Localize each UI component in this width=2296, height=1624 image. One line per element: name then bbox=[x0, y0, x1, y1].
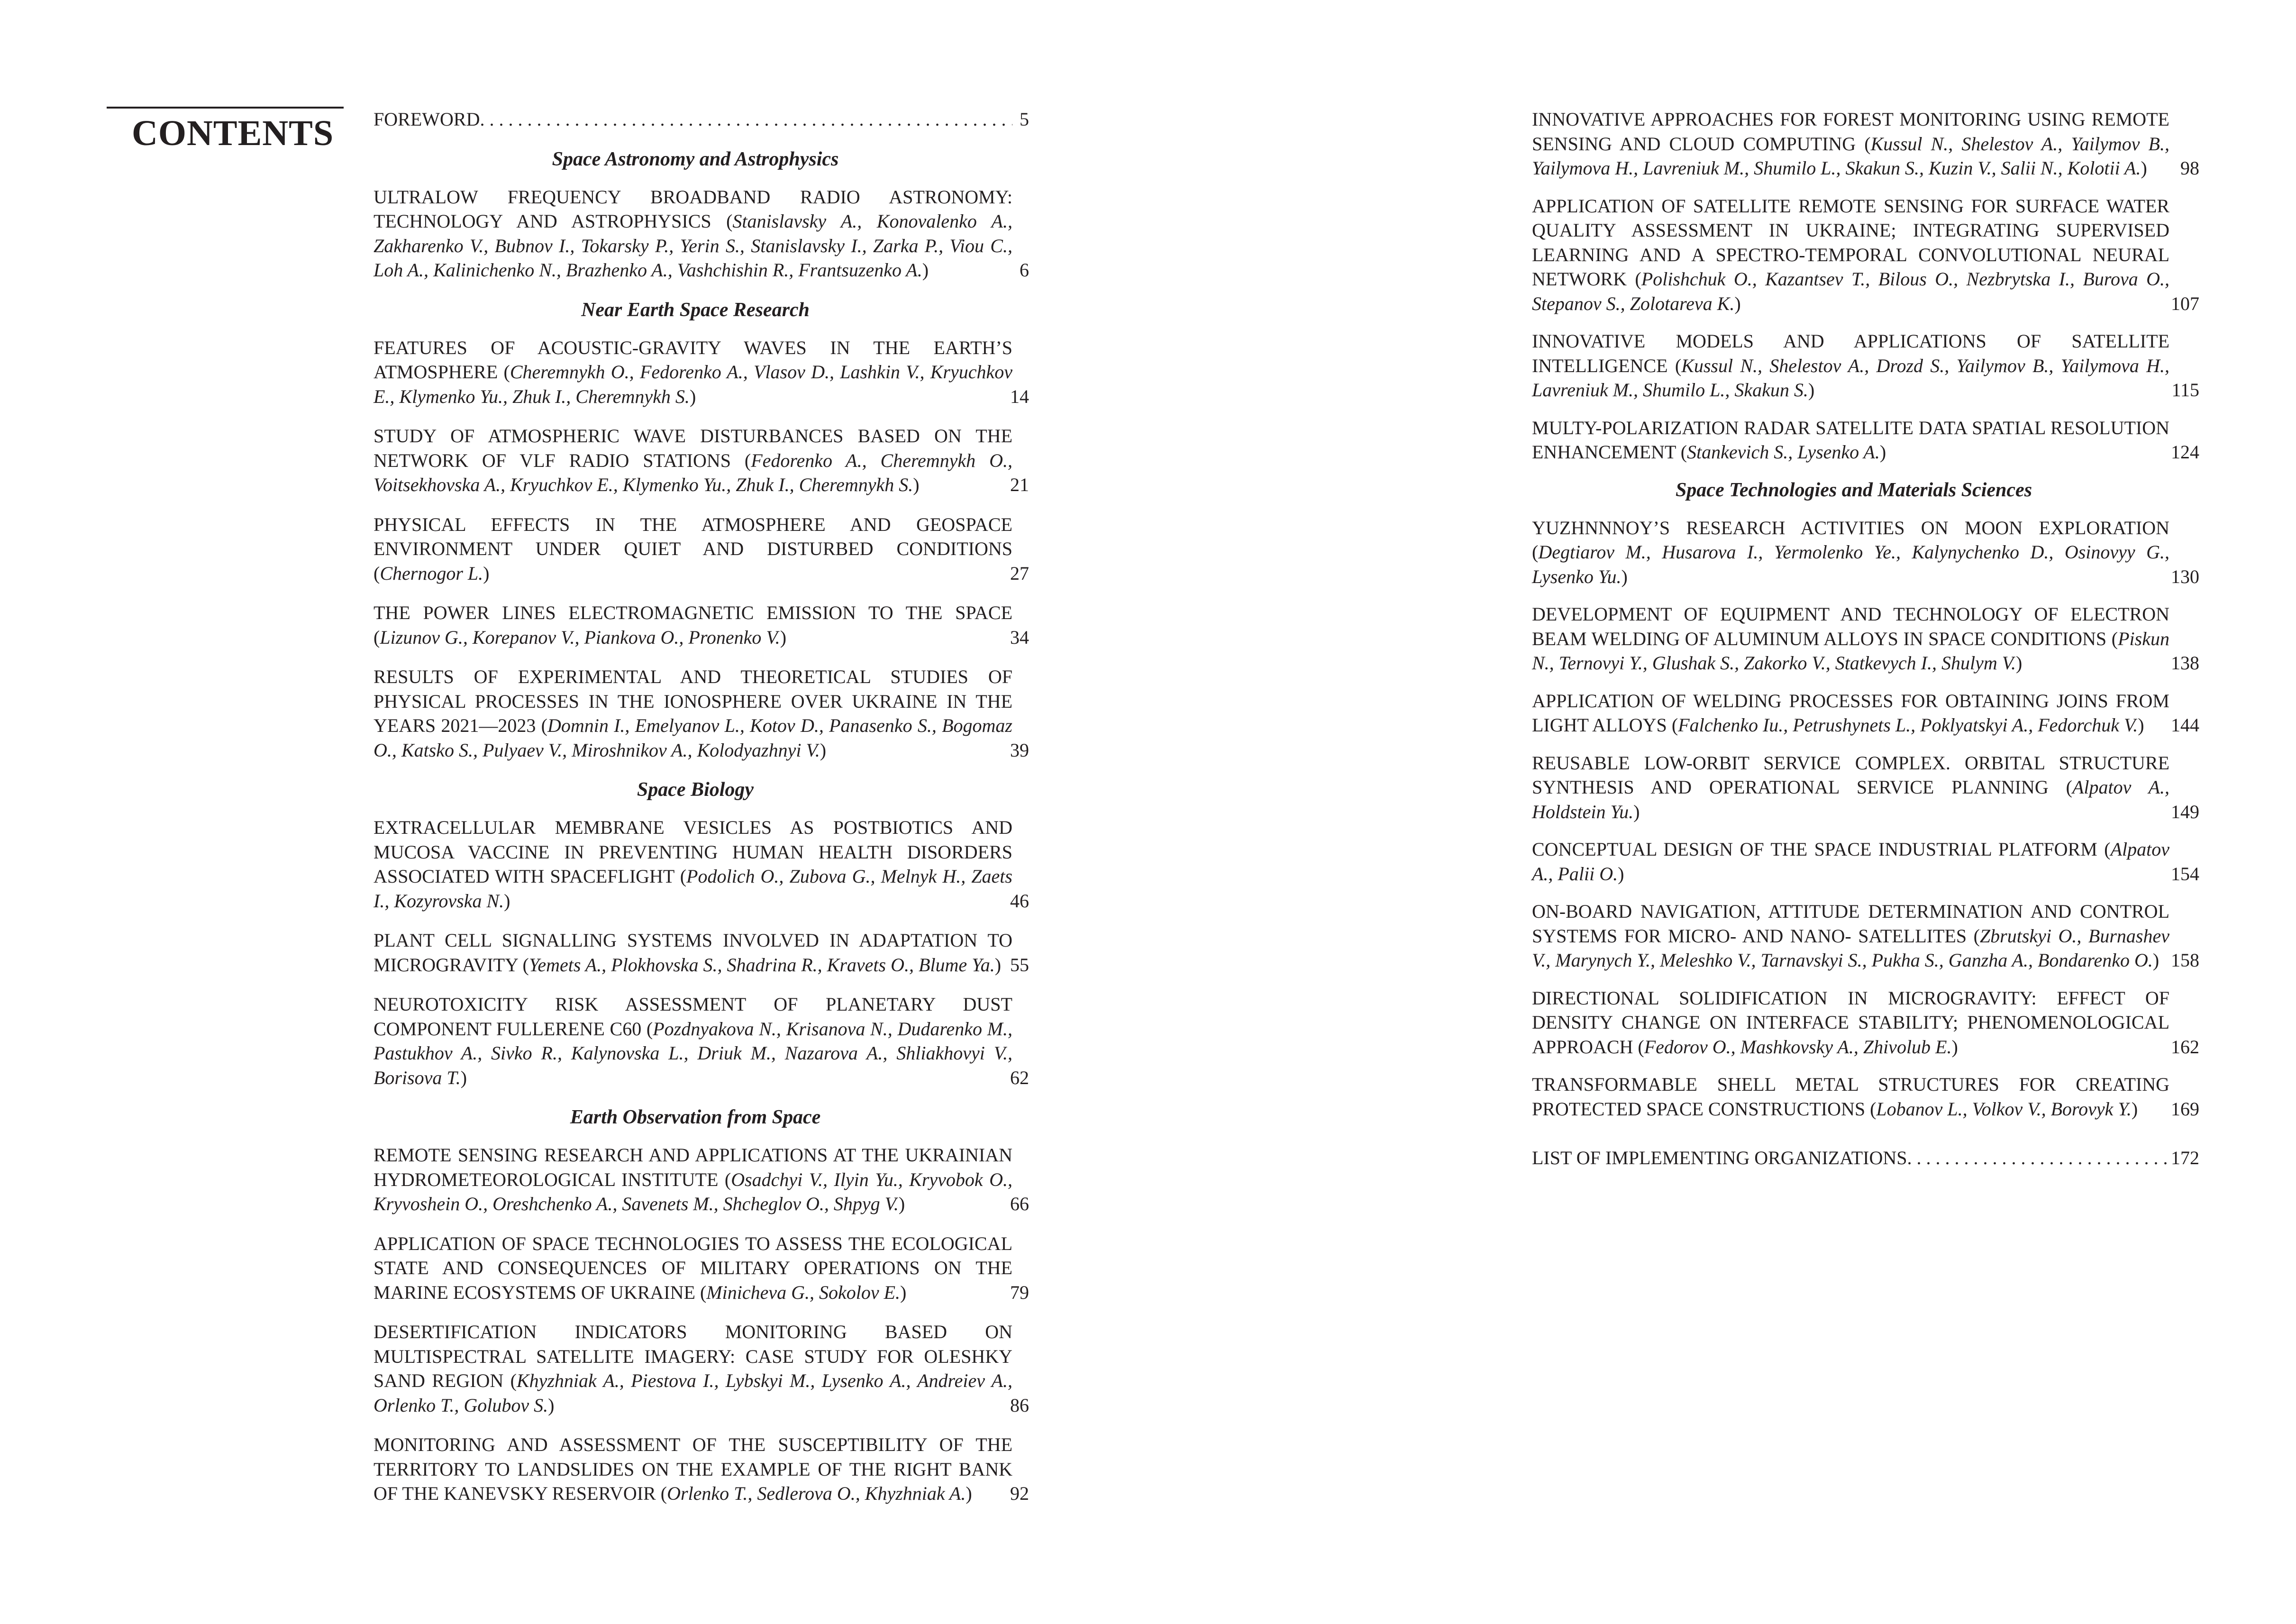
toc-entry[interactable] bbox=[1532, 516, 2296, 589]
entry-authors: Chernogor L. bbox=[380, 562, 483, 584]
toc-entry[interactable] bbox=[1532, 416, 2296, 465]
entry-title: RESULTS OF EXPERIMENTAL AND THEORETICAL STUDIES OF PHYSICAL PROCESSES IN THE IONOSPHERE OVER UKRAINE IN THE YEARS 2021—2023 bbox=[374, 666, 1012, 736]
toc-entry[interactable] bbox=[1532, 602, 2296, 675]
entry-text: INNOVATIVE APPROACHES FOR FOREST MONITORING USING REMOTE SENSING AND CLOUD COMPUTING (Kussul N., Shelestov A., Yailymov B., Yailymova H., Lavreniuk M., Shumilo L., Skakun S., Kuzin V., Salii N., Kolotii A.) bbox=[1532, 109, 2169, 179]
entry-text: APPLICATION OF SATELLITE REMOTE SENSING FOR SURFACE WATER QUALITY ASSESSMENT IN UKRAINE; INTEGRATING SUPERVISED LEARNING AND A SPECTRO-TEMPORAL CONVOLUTIONAL NEURAL NETWORK (Polishchuk O., Kazantsev T., Bilous O., Nezbrytska I., Burova O., Stepanov S., Zolotareva K.) bbox=[1532, 195, 2169, 314]
toc-entry[interactable] bbox=[374, 601, 1058, 649]
page-number: 172 bbox=[2171, 1147, 2199, 1168]
page-number: 154 bbox=[2171, 863, 2199, 885]
entry-authors: Osadchyi V., Ilyin Yu., Kryvobok O., Kryvoshein O., Oreshchenko A., Savenets M., Shcheglov O., Shpyg V. bbox=[374, 1168, 1012, 1214]
entry-text: INNOVATIVE MODELS AND APPLICATIONS OF SATELLITE INTELLIGENCE (Kussul N., Shelestov A., Drozd S., Yailymov B., Yailymova H., Lavreniuk M., Shumilo L., Skakun S.) bbox=[1532, 330, 2169, 401]
entry-text: DIRECTIONAL SOLIDIFICATION IN MICROGRAVITY: EFFECT OF DENSITY CHANGE ON INTERFACE STABILITY; PHENOMENOLOGICAL APPROACH (Fedorov O., Mashkovsky A., Zhivolub E.) bbox=[1532, 987, 2169, 1058]
page-number: 46 bbox=[1010, 890, 1029, 912]
entry-title: INNOVATIVE APPROACHES FOR FOREST MONITORING USING REMOTE SENSING AND CLOUD COMPUTING bbox=[1532, 109, 2169, 155]
entry-text: PHYSICAL EFFECTS IN THE ATMOSPHERE AND GEOSPACE ENVIRONMENT UNDER QUIET AND DISTURBED CONDITIONS (Chernogor L.) bbox=[374, 513, 1012, 584]
entry-authors: Polishchuk O., Kazantsev T., Bilous O., Nezbrytska I., Burova O., Stepanov S., Zolotareva K. bbox=[1532, 268, 2169, 314]
entry-authors: Fedorov O., Mashkovsky A., Zhivolub E. bbox=[1644, 1036, 1952, 1058]
dot-leader bbox=[480, 107, 1012, 132]
right-toc-column bbox=[1532, 107, 2296, 1184]
page-number: 115 bbox=[2171, 379, 2199, 401]
page-number: 27 bbox=[1010, 562, 1029, 584]
entry-authors: Lobanov L., Volkov V., Borovyk Y. bbox=[1876, 1098, 2132, 1120]
page-number: 92 bbox=[1010, 1483, 1029, 1504]
entry-authors: Alpatov A., Palii O. bbox=[1532, 839, 2169, 885]
entry-title: EXTRACELLULAR MEMBRANE VESICLES AS POSTBIOTICS AND MUCOSA VACCINE IN PREVENTING HUMAN HEALTH DISORDERS ASSOCIATED WITH SPACEFLIGHT bbox=[374, 817, 1012, 887]
page-number: 79 bbox=[1010, 1281, 1029, 1303]
section-heading: Space Biology bbox=[637, 779, 754, 801]
entry-title: DIRECTIONAL SOLIDIFICATION IN MICROGRAVITY: EFFECT OF DENSITY CHANGE ON INTERFACE STABILITY; PHENOMENOLOGICAL APPROACH bbox=[1532, 987, 2169, 1058]
page-number: 14 bbox=[1010, 385, 1029, 407]
toc-entry[interactable] bbox=[1532, 837, 2296, 886]
entry-text: YUZHNNNOY’S RESEARCH ACTIVITIES ON MOON EXPLORATION (Degtiarov M., Husarova I., Yermolenko Ye., Kalynychenko D., Osinovyy G., Lysenko Yu.) bbox=[1532, 517, 2169, 587]
entry-title: STUDY OF ATMOSPHERIC WAVE DISTURBANCES BASED ON THE NETWORK OF VLF RADIO STATIONS bbox=[374, 425, 1012, 471]
toc-entry[interactable] bbox=[374, 815, 1058, 913]
contents-rule bbox=[107, 107, 344, 109]
entry-text: MONITORING AND ASSESSMENT OF THE SUSCEPTIBILITY OF THE TERRITORY TO LANDSLIDES ON THE EXAMPLE OF THE RIGHT BANK OF THE KANEVSKY RESERVOIR (Orlenko T., Sedlerova O., Khyzhniak A.) bbox=[374, 1434, 1012, 1504]
toc-entry[interactable] bbox=[374, 1432, 1058, 1506]
toc-entry[interactable] bbox=[374, 665, 1058, 762]
toc-entry[interactable] bbox=[1532, 1146, 2296, 1170]
entry-title: PLANT CELL SIGNALLING SYSTEMS INVOLVED IN ADAPTATION TO MICROGRAVITY bbox=[374, 930, 1012, 976]
entry-text: TRANSFORMABLE SHELL METAL STRUCTURES FOR CREATING PROTECTED SPACE CONSTRUCTIONS (Lobanov L., Volkov V., Borovyk Y.) bbox=[1532, 1074, 2169, 1120]
entry-title: FOREWORD bbox=[374, 109, 480, 130]
entry-text: DESERTIFICATION INDICATORS MONITORING BASED ON MULTISPECTRAL SATELLITE IMAGERY: CASE STUDY FOR OLESHKY SAND REGION (Khyzhniak A., Piestova I., Lybskyi M., Lysenko A., Andreiev A., Orlenko T., Golubov S.) bbox=[374, 1321, 1013, 1416]
entry-title: REUSABLE LOW-ORBIT SERVICE COMPLEX. ORBITAL STRUCTURE SYNTHESIS AND OPERATIONAL SERVICE PLANNING bbox=[1532, 752, 2169, 798]
entry-title: TRANSFORMABLE SHELL METAL STRUCTURES FOR CREATING PROTECTED SPACE CONSTRUCTIONS bbox=[1532, 1074, 2169, 1120]
entry-text: EXTRACELLULAR MEMBRANE VESICLES AS POSTBIOTICS AND MUCOSA VACCINE IN PREVENTING HUMAN HEALTH DISORDERS ASSOCIATED WITH SPACEFLIGHT (Podolich O., Zubova G., Melnyk H., Zaets I., Kozyrovska N.) bbox=[374, 817, 1012, 912]
entry-authors: Pozdnyakova N., Krisanova N., Dudarenko M., Pastukhov A., Sivko R., Kalynovska L., Driuk M., Nazarova A., Shliakhovyi V., Borisova T. bbox=[374, 1018, 1012, 1088]
entry-title: MULTY-POLARIZATION RADAR SATELLITE DATA SPATIAL RESOLUTION ENHANCEMENT bbox=[1532, 417, 2169, 463]
page-number: 169 bbox=[2171, 1098, 2199, 1120]
toc-entry[interactable] bbox=[374, 928, 1058, 977]
contents-heading: CONTENTS bbox=[132, 113, 334, 153]
toc-entry[interactable] bbox=[1532, 329, 2296, 402]
entry-authors: Stankevich S., Lysenko A. bbox=[1687, 441, 1880, 463]
toc-entry[interactable] bbox=[374, 1143, 1058, 1216]
section-heading: Earth Observation from Space bbox=[570, 1106, 821, 1128]
entry-authors: Alpatov A., Holdstein Yu. bbox=[1532, 776, 2169, 822]
entry-authors: Orlenko T., Sedlerova O., Khyzhniak A. bbox=[667, 1483, 966, 1504]
entry-title: THE POWER LINES ELECTROMAGNETIC EMISSION TO THE SPACE bbox=[374, 602, 1012, 623]
page-number: 98 bbox=[2180, 157, 2199, 179]
entry-text: MULTY-POLARIZATION RADAR SATELLITE DATA SPATIAL RESOLUTION ENHANCEMENT (Stankevich S., Lysenko A.) bbox=[1532, 417, 2169, 463]
entry-text: ULTRALOW FREQUENCY BROADBAND RADIO ASTRONOMY: TECHNOLOGY AND ASTROPHYSICS (Stanislavsky A., Konovalenko A., Zakharenko V., Bubnov I., Tokarsky P., Yerin S., Stanislavsky I., Zarka P., Viou C., Loh A., Kalinichenko N., Brazhenko A., Vashchishin R., Frantsuzenko A.) bbox=[374, 186, 1012, 281]
toc-entry[interactable] bbox=[1532, 751, 2296, 824]
toc-entry[interactable] bbox=[374, 992, 1058, 1090]
toc-entry[interactable] bbox=[1532, 689, 2296, 738]
entry-title: ULTRALOW FREQUENCY BROADBAND RADIO ASTRONOMY: TECHNOLOGY AND ASTROPHYSICS bbox=[374, 186, 1012, 232]
toc-entry[interactable] bbox=[374, 1232, 1058, 1305]
entry-authors: Fedorenko A., Cheremnykh O., Voitsekhovska A., Kryuchkov E., Klymenko Yu., Zhuk I., Cheremnykh S. bbox=[374, 449, 1012, 495]
entry-authors: Kussul N., Shelestov A., Drozd S., Yailymov B., Yailymova H., Lavreniuk M., Shumilo L., Skakun S. bbox=[1532, 355, 2169, 401]
page-number: 21 bbox=[1010, 474, 1029, 495]
page-number: 66 bbox=[1010, 1193, 1029, 1214]
page-number: 34 bbox=[1010, 626, 1029, 648]
entry-title: APPLICATION OF SATELLITE REMOTE SENSING FOR SURFACE WATER QUALITY ASSESSMENT IN UKRAINE; INTEGRATING SUPERVISED LEARNING AND A SPECTRO-TEMPORAL CONVOLUTIONAL NEURAL NETWORK bbox=[1532, 195, 2169, 290]
entry-authors: Podolich O., Zubova G., Melnyk H., Zaets I., Kozyrovska N. bbox=[374, 866, 1012, 912]
entry-text: PLANT CELL SIGNALLING SYSTEMS INVOLVED IN ADAPTATION TO MICROGRAVITY (Yemets A., Plokhovska S., Shadrina R., Kravets O., Blume Ya.) bbox=[374, 930, 1012, 976]
page-number: 107 bbox=[2171, 292, 2199, 314]
entry-text: THE POWER LINES ELECTROMAGNETIC EMISSION TO THE SPACE (Lizunov G., Korepanov V., Piankova O., Pronenko V.) bbox=[374, 602, 1012, 648]
page-number: 55 bbox=[1010, 954, 1029, 976]
entry-title: APPLICATION OF WELDING PROCESSES FOR OBTAINING JOINS FROM LIGHT ALLOYS bbox=[1532, 690, 2169, 736]
entry-text: FEATURES OF ACOUSTIC-GRAVITY WAVES IN THE EARTH’S ATMOSPHERE (Cheremnykh O., Fedorenko A., Vlasov D., Lashkin V., Kryuchkov E., Klymenko Yu., Zhuk I., Cheremnykh S.) bbox=[374, 337, 1012, 407]
entry-authors: Kussul N., Shelestov A., Yailymov B., Yailymova H., Lavreniuk M., Shumilo L., Skakun S., Kuzin V., Salii N., Kolotii A. bbox=[1532, 133, 2169, 179]
page-number: 138 bbox=[2171, 652, 2199, 674]
toc-entry[interactable] bbox=[1532, 194, 2296, 316]
page-number: 144 bbox=[2171, 714, 2199, 736]
entry-title: FEATURES OF ACOUSTIC-GRAVITY WAVES IN THE EARTH’S ATMOSPHERE bbox=[374, 337, 1012, 383]
page-number: 158 bbox=[2171, 949, 2199, 971]
entry-text: REMOTE SENSING RESEARCH AND APPLICATIONS AT THE UKRAINIAN HYDROMETEOROLOGICAL INSTITUTE (Osadchyi V., Ilyin Yu., Kryvobok O., Kryvoshein O., Oreshchenko A., Savenets M., Shcheglov O., Shpyg V.) bbox=[374, 1144, 1012, 1214]
entry-text: DEVELOPMENT OF EQUIPMENT AND TECHNOLOGY OF ELECTRON BEAM WELDING OF ALUMINUM ALLOYS IN SPACE CONDITIONS (Piskun N., Ternovyi Y., Glushak S., Zakorko V., Statkevych I., Shulym V.) bbox=[1532, 603, 2169, 674]
page-number: 6 bbox=[1020, 259, 1029, 281]
section-heading: Near Earth Space Research bbox=[581, 299, 810, 321]
entry-authors: Khyzhniak A., Piestova I., Lybskyi M., Lysenko A., Andreiev A., Orlenko T., Golubov S. bbox=[374, 1370, 1013, 1416]
spacer bbox=[1532, 1134, 2296, 1146]
page-number: 86 bbox=[1010, 1394, 1029, 1416]
toc-entry[interactable] bbox=[374, 336, 1058, 409]
entry-title: APPLICATION OF SPACE TECHNOLOGIES TO ASSESS THE ECOLOGICAL STATE AND CONSEQUENCES OF MILITARY OPERATIONS ON THE MARINE ECOSYSTEMS OF UKRAINE bbox=[374, 1232, 1012, 1303]
section-heading: Space Astronomy and Astrophysics bbox=[552, 148, 839, 170]
entry-text: REUSABLE LOW-ORBIT SERVICE COMPLEX. ORBITAL STRUCTURE SYNTHESIS AND OPERATIONAL SERVICE PLANNING (Alpatov A., Holdstein Yu.) bbox=[1532, 752, 2169, 822]
entry-title: YUZHNNNOY’S RESEARCH ACTIVITIES ON MOON EXPLORATION bbox=[1532, 517, 2169, 538]
entry-text: CONCEPTUAL DESIGN OF THE SPACE INDUSTRIAL PLATFORM (Alpatov A., Palii O.) bbox=[1532, 839, 2169, 885]
entry-authors: Minicheva G., Sokolov E. bbox=[706, 1281, 901, 1303]
entry-title: CONCEPTUAL DESIGN OF THE SPACE INDUSTRIAL PLATFORM bbox=[1532, 839, 2097, 860]
dot-leader bbox=[1907, 1146, 2169, 1170]
entry-title: NEUROTOXICITY RISK ASSESSMENT OF PLANETARY DUST COMPONENT FULLERENE C60 bbox=[374, 994, 1012, 1040]
entry-title: PHYSICAL EFFECTS IN THE ATMOSPHERE AND GEOSPACE ENVIRONMENT UNDER QUIET AND DISTURBED CONDITIONS bbox=[374, 513, 1012, 559]
toc-entry[interactable] bbox=[374, 185, 1058, 283]
entry-authors: Zbrutskyi O., Burnashev V., Marynych Y., Meleshko V., Tarnavskyi S., Pukha S., Ganzha A., Bondarenko O. bbox=[1532, 925, 2169, 971]
toc-entry[interactable] bbox=[1532, 986, 2296, 1059]
page-number: 130 bbox=[2171, 566, 2199, 587]
entry-authors: Stanislavsky A., Konovalenko A., Zakharenko V., Bubnov I., Tokarsky P., Yerin S., Stanislavsky I., Zarka P., Viou C., Loh A., Kalinichenko N., Brazhenko A., Vashchishin R., Frantsuzenko A. bbox=[374, 210, 1012, 281]
entry-title: ON-BOARD NAVIGATION, ATTITUDE DETERMINATION AND CONTROL SYSTEMS FOR MICRO- AND NANO- SATELLITES bbox=[1532, 901, 2169, 947]
entry-authors: Degtiarov M., Husarova I., Yermolenko Ye., Kalynychenko D., Osinovyy G., Lysenko Yu. bbox=[1532, 541, 2169, 587]
right-page bbox=[1148, 0, 2296, 1624]
page-number: 62 bbox=[1010, 1067, 1029, 1088]
entry-text: RESULTS OF EXPERIMENTAL AND THEORETICAL STUDIES OF PHYSICAL PROCESSES IN THE IONOSPHERE OVER UKRAINE IN THE YEARS 2021—2023 (Domnin I., Emelyanov L., Kotov D., Panasenko S., Bogomaz O., Katsko S., Pulyaev V., Miroshnikov A., Kolodyazhnyi V.) bbox=[374, 666, 1012, 761]
left-toc-column bbox=[374, 107, 1058, 1521]
entry-authors: Cheremnykh O., Fedorenko A., Vlasov D., Lashkin V., Kryuchkov E., Klymenko Yu., Zhuk I., Cheremnykh S. bbox=[374, 361, 1012, 407]
toc-entry[interactable] bbox=[1532, 107, 2296, 181]
entry-authors: Domnin I., Emelyanov L., Kotov D., Panasenko S., Bogomaz O., Katsko S., Pulyaev V., Miroshnikov A., Kolodyazhnyi V. bbox=[374, 715, 1012, 761]
entry-title: REMOTE SENSING RESEARCH AND APPLICATIONS AT THE UKRAINIAN HYDROMETEOROLOGICAL INSTITUTE bbox=[374, 1144, 1012, 1190]
entry-title: DESERTIFICATION INDICATORS MONITORING BASED ON MULTISPECTRAL SATELLITE IMAGERY: CASE STUDY FOR OLESHKY SAND REGION bbox=[374, 1321, 1012, 1391]
toc-entry[interactable] bbox=[374, 1320, 1058, 1417]
toc-entry[interactable] bbox=[1532, 1072, 2296, 1121]
page-number: 162 bbox=[2171, 1036, 2199, 1058]
toc-entry[interactable] bbox=[1532, 899, 2296, 973]
entry-title: DEVELOPMENT OF EQUIPMENT AND TECHNOLOGY OF ELECTRON BEAM WELDING OF ALUMINUM ALLOYS IN SPACE CONDITIONS bbox=[1532, 603, 2169, 649]
entry-text: NEUROTOXICITY RISK ASSESSMENT OF PLANETARY DUST COMPONENT FULLERENE C60 (Pozdnyakova N., Krisanova N., Dudarenko M., Pastukhov A., Sivko R., Kalynovska L., Driuk M., Nazarova A., Shliakhovyi V., Borisova T.) bbox=[374, 994, 1012, 1088]
page-number: 124 bbox=[2171, 441, 2199, 463]
entry-text: ON-BOARD NAVIGATION, ATTITUDE DETERMINATION AND CONTROL SYSTEMS FOR MICRO- AND NANO- SATELLITES (Zbrutskyi O., Burnashev V., Marynych Y., Meleshko V., Tarnavskyi S., Pukha S., Ganzha A., Bondarenko O.) bbox=[1532, 901, 2169, 971]
entry-title: LIST OF IMPLEMENTING ORGANIZATIONS bbox=[1532, 1147, 1907, 1168]
entry-text: APPLICATION OF SPACE TECHNOLOGIES TO ASSESS THE ECOLOGICAL STATE AND CONSEQUENCES OF MILITARY OPERATIONS ON THE MARINE ECOSYSTEMS OF UKRAINE (Minicheva G., Sokolov E.) bbox=[374, 1232, 1012, 1303]
entry-authors: Lizunov G., Korepanov V., Piankova O., Pronenko V. bbox=[380, 626, 780, 648]
toc-entry[interactable] bbox=[374, 512, 1058, 586]
toc-entry[interactable] bbox=[374, 107, 1058, 132]
entry-authors: Falchenko Iu., Petrushynets L., Poklyatskyi A., Fedorchuk V. bbox=[1678, 714, 2138, 736]
toc-entry[interactable] bbox=[374, 424, 1058, 497]
page-number: 39 bbox=[1010, 739, 1029, 761]
page-number: 5 bbox=[1020, 109, 1029, 130]
entry-authors: Yemets A., Plokhovska S., Shadrina R., Kravets O., Blume Ya. bbox=[528, 954, 995, 976]
entry-authors: Piskun N., Ternovyi Y., Glushak S., Zakorko V., Statkevych I., Shulym V. bbox=[1532, 628, 2169, 674]
section-heading: Space Technologies and Materials Sciences bbox=[1675, 479, 2032, 501]
entry-title: INNOVATIVE MODELS AND APPLICATIONS OF SATELLITE INTELLIGENCE bbox=[1532, 330, 2169, 376]
page-number: 149 bbox=[2171, 801, 2199, 822]
entry-text: APPLICATION OF WELDING PROCESSES FOR OBTAINING JOINS FROM LIGHT ALLOYS (Falchenko Iu., Petrushynets L., Poklyatskyi A., Fedorchuk V.) bbox=[1532, 690, 2169, 736]
entry-text: STUDY OF ATMOSPHERIC WAVE DISTURBANCES BASED ON THE NETWORK OF VLF RADIO STATIONS (Fedorenko A., Cheremnykh O., Voitsekhovska A., Kryuchkov E., Klymenko Yu., Zhuk I., Cheremnykh S.) bbox=[374, 425, 1012, 495]
entry-title: MONITORING AND ASSESSMENT OF THE SUSCEPTIBILITY OF THE TERRITORY TO LANDSLIDES ON THE EXAMPLE OF THE RIGHT BANK OF THE KANEVSKY RESERVOIR bbox=[374, 1434, 1012, 1504]
